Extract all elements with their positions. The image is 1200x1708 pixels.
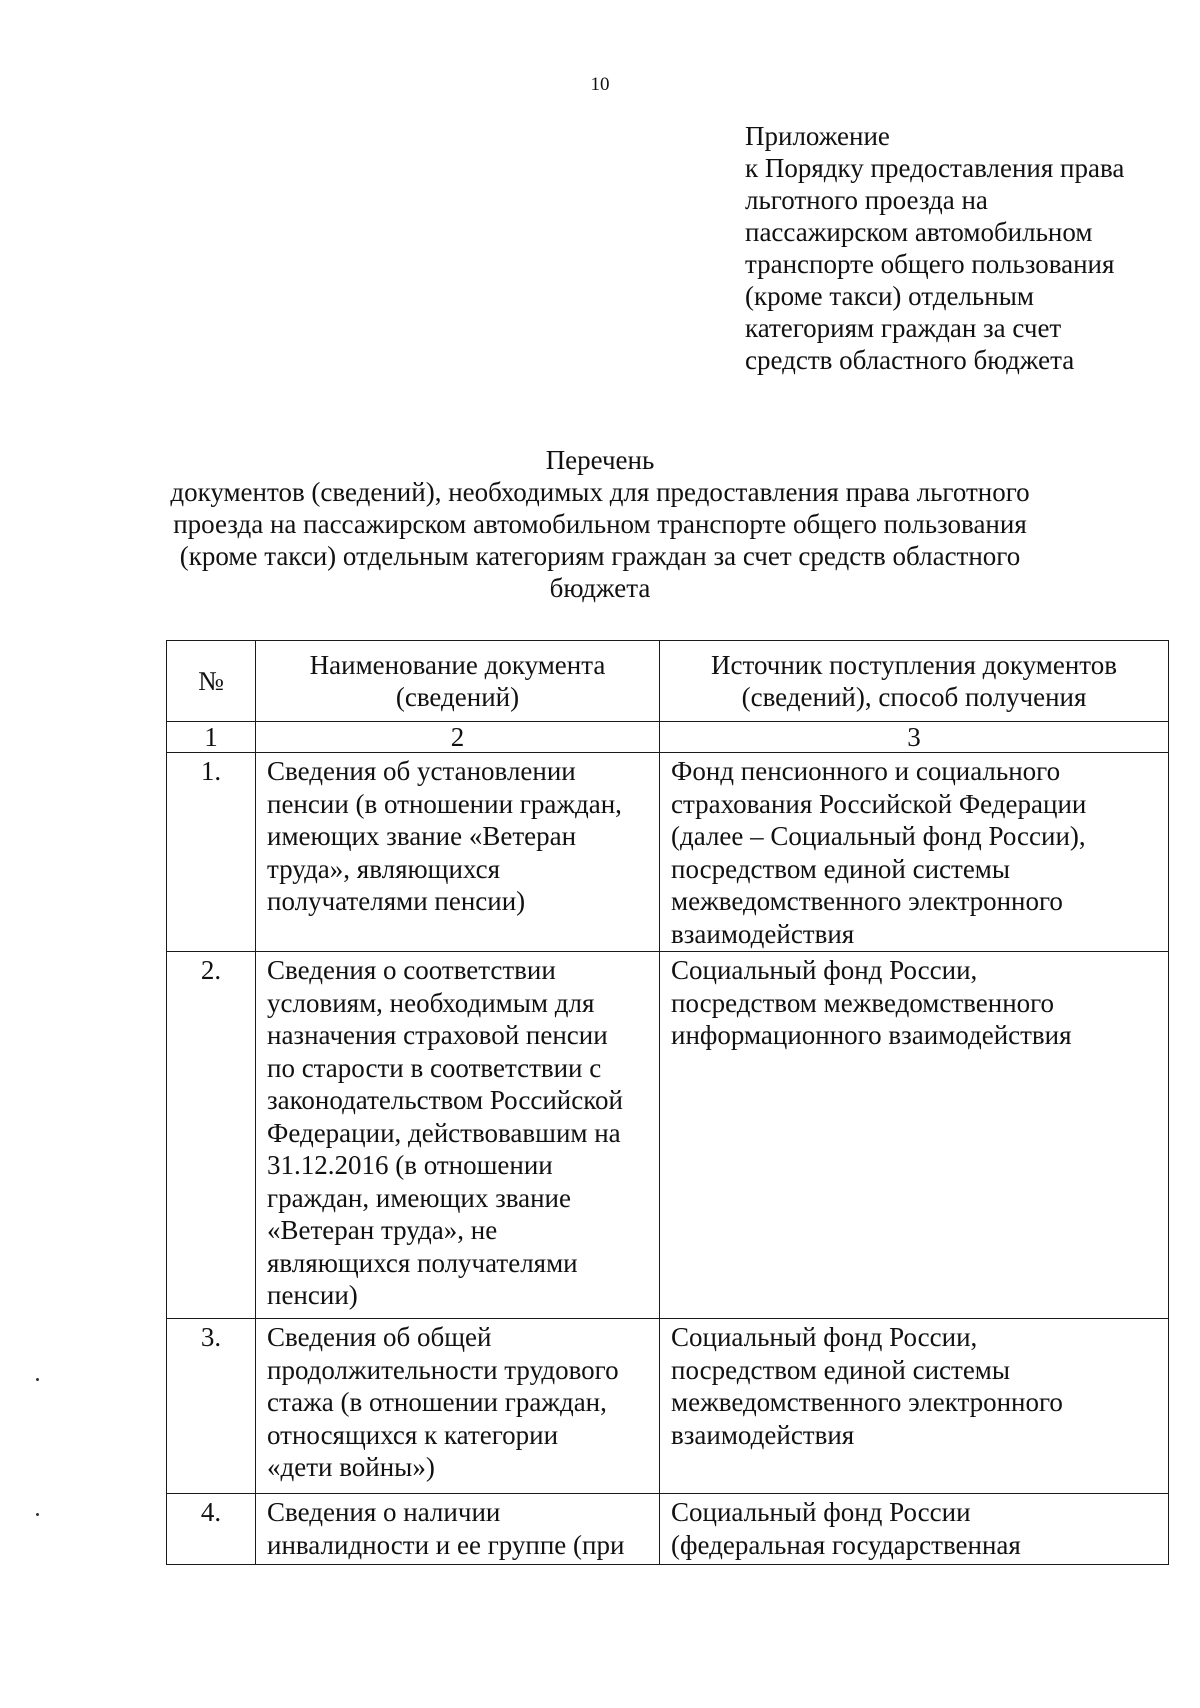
appendix-line: Приложение [745, 121, 890, 151]
cell-line: посредством единой системы [671, 1354, 1011, 1385]
scan-speck [36, 1513, 39, 1516]
cell-line: «Ветеран труда», не [267, 1215, 498, 1245]
table-row [167, 753, 1169, 952]
column-number: 2 [256, 722, 660, 753]
cell-line: Сведения об установлении [267, 756, 576, 786]
title-line: бюджета [549, 573, 651, 603]
cell-line: взаимодействия [671, 1419, 855, 1450]
header-source [660, 641, 1169, 722]
cell-line: страхования Российской Федерации [671, 788, 1087, 819]
scan-speck [36, 1378, 39, 1381]
page-number: 10 [590, 74, 610, 95]
table-header-row [167, 641, 1169, 722]
document-title [150, 444, 1050, 604]
header-source-line: (сведений), способ получения [741, 682, 1087, 712]
cell-clip [267, 1496, 659, 1562]
cell-clip [671, 1496, 1168, 1562]
document-name-cell [256, 753, 660, 952]
header-name-line: (сведений) [395, 682, 520, 712]
header-name [256, 641, 660, 722]
cell-line: продолжительности трудового [267, 1354, 619, 1385]
title-line: документов (сведений), необходимых для предоставления права льготного [170, 477, 1030, 507]
cell-line: взаимодействия [671, 918, 855, 949]
row-number: 2. [167, 952, 256, 1319]
cell-line: Федерации, действовавшим на [267, 1117, 621, 1148]
cell-line: Социальный фонд России [671, 1497, 971, 1527]
cell-line: Социальный фонд России, [671, 1322, 978, 1352]
cell-line: информационного взаимодействия [671, 1020, 1072, 1050]
header-source-line: Источник поступления документов [711, 649, 1117, 680]
column-number: 3 [660, 722, 1169, 753]
cell-line: пенсии) [267, 1280, 358, 1310]
cell-line: Фонд пенсионного и социального [671, 756, 1061, 786]
cell-line: инвалидности и ее группе (при [267, 1529, 625, 1560]
source-cell [660, 1319, 1169, 1494]
cell-line: Сведения о соответствии [267, 955, 556, 985]
documents-table [166, 640, 1169, 1565]
title-line: Перечень [545, 445, 655, 475]
header-num: № [167, 641, 256, 722]
appendix-line: (кроме такси) отдельным [745, 281, 1034, 311]
cell-line: посредством единой системы [671, 853, 1011, 884]
cell-line: пенсии (в отношении граждан, [267, 788, 622, 819]
cell-line: законодательством Российской [267, 1085, 623, 1115]
cell-line: получателями пенсии) [267, 886, 526, 916]
document-name-cell [256, 952, 660, 1319]
table-row [167, 952, 1169, 1319]
cell-line: назначения страховой пенсии [267, 1020, 608, 1050]
title-line: проезда на пассажирском автомобильном транспорте общего пользования [173, 509, 1027, 539]
cell-line: 31.12.2016 (в отношении [267, 1150, 553, 1180]
column-number-row [167, 722, 1169, 753]
cell-line: стажа (в отношении граждан, [267, 1387, 607, 1417]
cell-line: «дети войны») [267, 1452, 435, 1482]
document-name-cell [256, 1319, 660, 1494]
header-name-line: Наименование документа [309, 649, 606, 680]
appendix-line: транспорте общего пользования [745, 249, 1115, 279]
source-cell [660, 1494, 1169, 1565]
table-row [167, 1494, 1169, 1565]
appendix-line: пассажирском автомобильном [745, 217, 1093, 247]
cell-line: имеющих звание «Ветеран [267, 821, 577, 851]
cell-line: посредством межведомственного [671, 987, 1055, 1018]
column-number: 1 [167, 722, 256, 753]
cell-line: Сведения об общей [267, 1322, 492, 1352]
cell-line: Сведения о наличии [267, 1497, 501, 1527]
appendix-heading [745, 120, 1165, 376]
table-row [167, 1319, 1169, 1494]
cell-line: (далее – Социальный фонд России), [671, 821, 1086, 851]
row-number: 4. [167, 1494, 256, 1565]
cell-line: межведомственного электронного [671, 886, 1063, 916]
cell-line: межведомственного электронного [671, 1387, 1063, 1417]
cell-line: по старости в соответствии с [267, 1052, 602, 1083]
cell-line: труда», являющихся [267, 853, 501, 884]
cell-line: условиям, необходимым для [267, 987, 595, 1018]
row-number: 3. [167, 1319, 256, 1494]
document-name-cell [256, 1494, 660, 1565]
cell-line: граждан, имеющих звание [267, 1182, 571, 1213]
appendix-line: льготного проезда на [745, 185, 988, 215]
cell-line: (федеральная государственная [671, 1529, 1021, 1560]
appendix-line: средств областного бюджета [745, 345, 1075, 375]
cell-line: Социальный фонд России, [671, 955, 978, 985]
appendix-line: к Порядку предоставления права [745, 153, 1125, 183]
appendix-line: категориям граждан за счет [745, 313, 1062, 343]
source-cell [660, 753, 1169, 952]
title-line: (кроме такси) отдельным категориям граждан за счет средств областного [179, 541, 1021, 571]
cell-line: относящихся к категории [267, 1419, 559, 1450]
row-number: 1. [167, 753, 256, 952]
source-cell [660, 952, 1169, 1319]
cell-line: являющихся получателями [267, 1247, 578, 1278]
